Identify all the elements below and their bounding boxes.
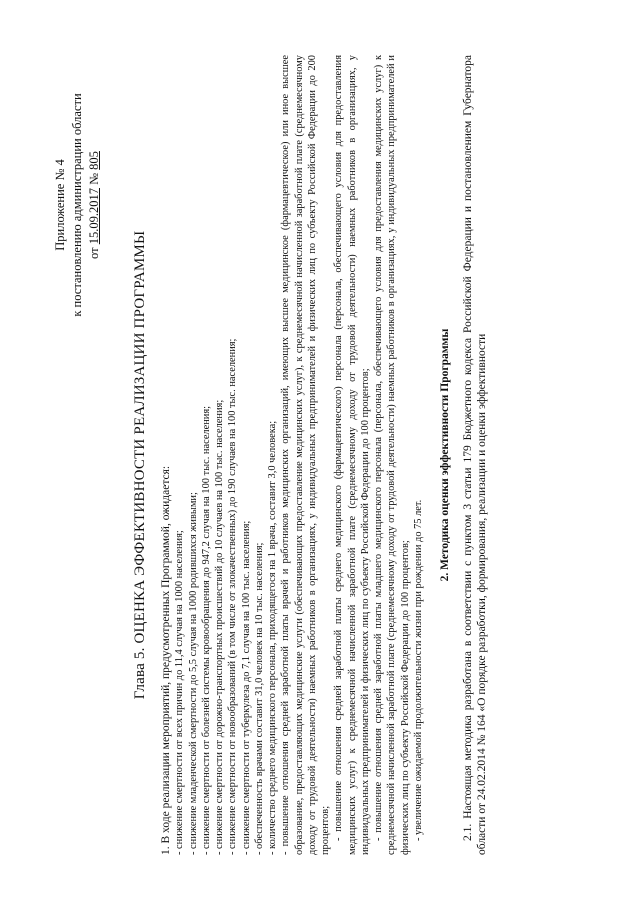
decree-number: 805 [87,151,101,170]
appendix-number: Приложение № 4 [53,159,67,251]
list-item: - снижение смертности от болезней системы кровообращения до 947,2 случая на 100 тыс. населения; [200,405,212,855]
list-item: - снижение смертности от всех причин до 11,4 случая на 1000 населения; [174,530,186,855]
chapter-title: Глава 5. ОЦЕНКА ЭФФЕКТИВНОСТИ РЕАЛИЗАЦИИ ПРОГРАММЫ [132,230,148,700]
list-item: - снижение смертности от туберкулеза до 7,1 случая на 100 тыс. населения; [240,520,252,855]
section2-title: 2. Методика оценки эффективности Программы [439,328,451,582]
spacer [452,55,462,855]
list-item: - снижение младенческой смертности до 5,5 случая на 1000 родившихся живыми; [187,492,199,855]
spacer [425,55,439,855]
decree-reference: к постановлению администрации области [70,93,84,317]
appendix-header [52,55,103,355]
decree-date-line [86,55,103,355]
list-item: - количество среднего медицинского персонала, приходящегося на 1 врача, составит 3,0 человека; [267,420,278,855]
date-prefix: от [87,247,101,259]
paragraph-doctors-salary: - повышение отношения средней заработной платы врачей и работников медицинских организаций, имеющих высшее медицинское (фармацевтическое) или иное высшее образование, предоставляющих медицинские услуги (обеспечивающих предоставление медицинских услуг), к среднемесячной начисленной заработной плате (среднемесячному доходу от трудовой деятельности) наемных работников в организациях, у индивидуальных предпринимателей и физических лиц по субъекту Российской Федерации до 200 процентов; [280,55,331,855]
number-prefix: № [87,172,101,185]
list-item: - снижение смертности от новообразований (в том числе от злокачественных) до 190 случаев на 100 тыс. населения; [227,338,239,855]
list-item-life-expectancy: - увеличение ожидаемой продолжительности жизни при рождении до 75 лет. [412,499,424,841]
list-item: - снижение смертности от дорожно-транспортных происшествий до 10 случаев на 100 тыс. населения; [214,399,225,855]
document-body [160,55,489,855]
list-item: - обеспеченность врачами составит 31,0 человек на 10 тыс. населения; [253,542,265,855]
paragraph-junior-staff-salary: - повышение отношения средней заработной платы младшего медицинского персонала (персонала, обеспечивающего условия для предоставления медицинских услуг) к среднемесячной начисленной заработной плате (среднемесячному доходу от трудовой деятельности) наемных работников в организациях, у индивидуальных предпринимателей и физических лиц по субъекту Российской Федерации до 100 процентов; [373,55,411,855]
section1-intro: 1. В ходе реализации мероприятий, предусмотренных Программой, ожидается: [160,465,172,855]
decree-date: 15.09.2017 [87,188,101,245]
paragraph-middle-staff-salary: - повышение отношения средней заработной платы среднего медицинского (фармацевтического) персонала (персонала, обеспечивающего условия для предоставления медицинских услуг) к среднемесячной начисленной заработной плате (среднемесячному доходу от трудовой деятельности) наемных работников в организациях, у индивидуальных предпринимателей и физических лиц по субъекту Российской Федерации до 100 процентов; [333,55,371,855]
paragraph-2-1: 2.1. Настоящая методика разработана в соответствии с пунктом 3 статьи 179 Бюджетного кодекса Российской Федерации и постановлением Губернатора области от 24.02.2014 № 164 «О порядке разработки, формирования, реализации и оценки эффективности [462,55,488,855]
